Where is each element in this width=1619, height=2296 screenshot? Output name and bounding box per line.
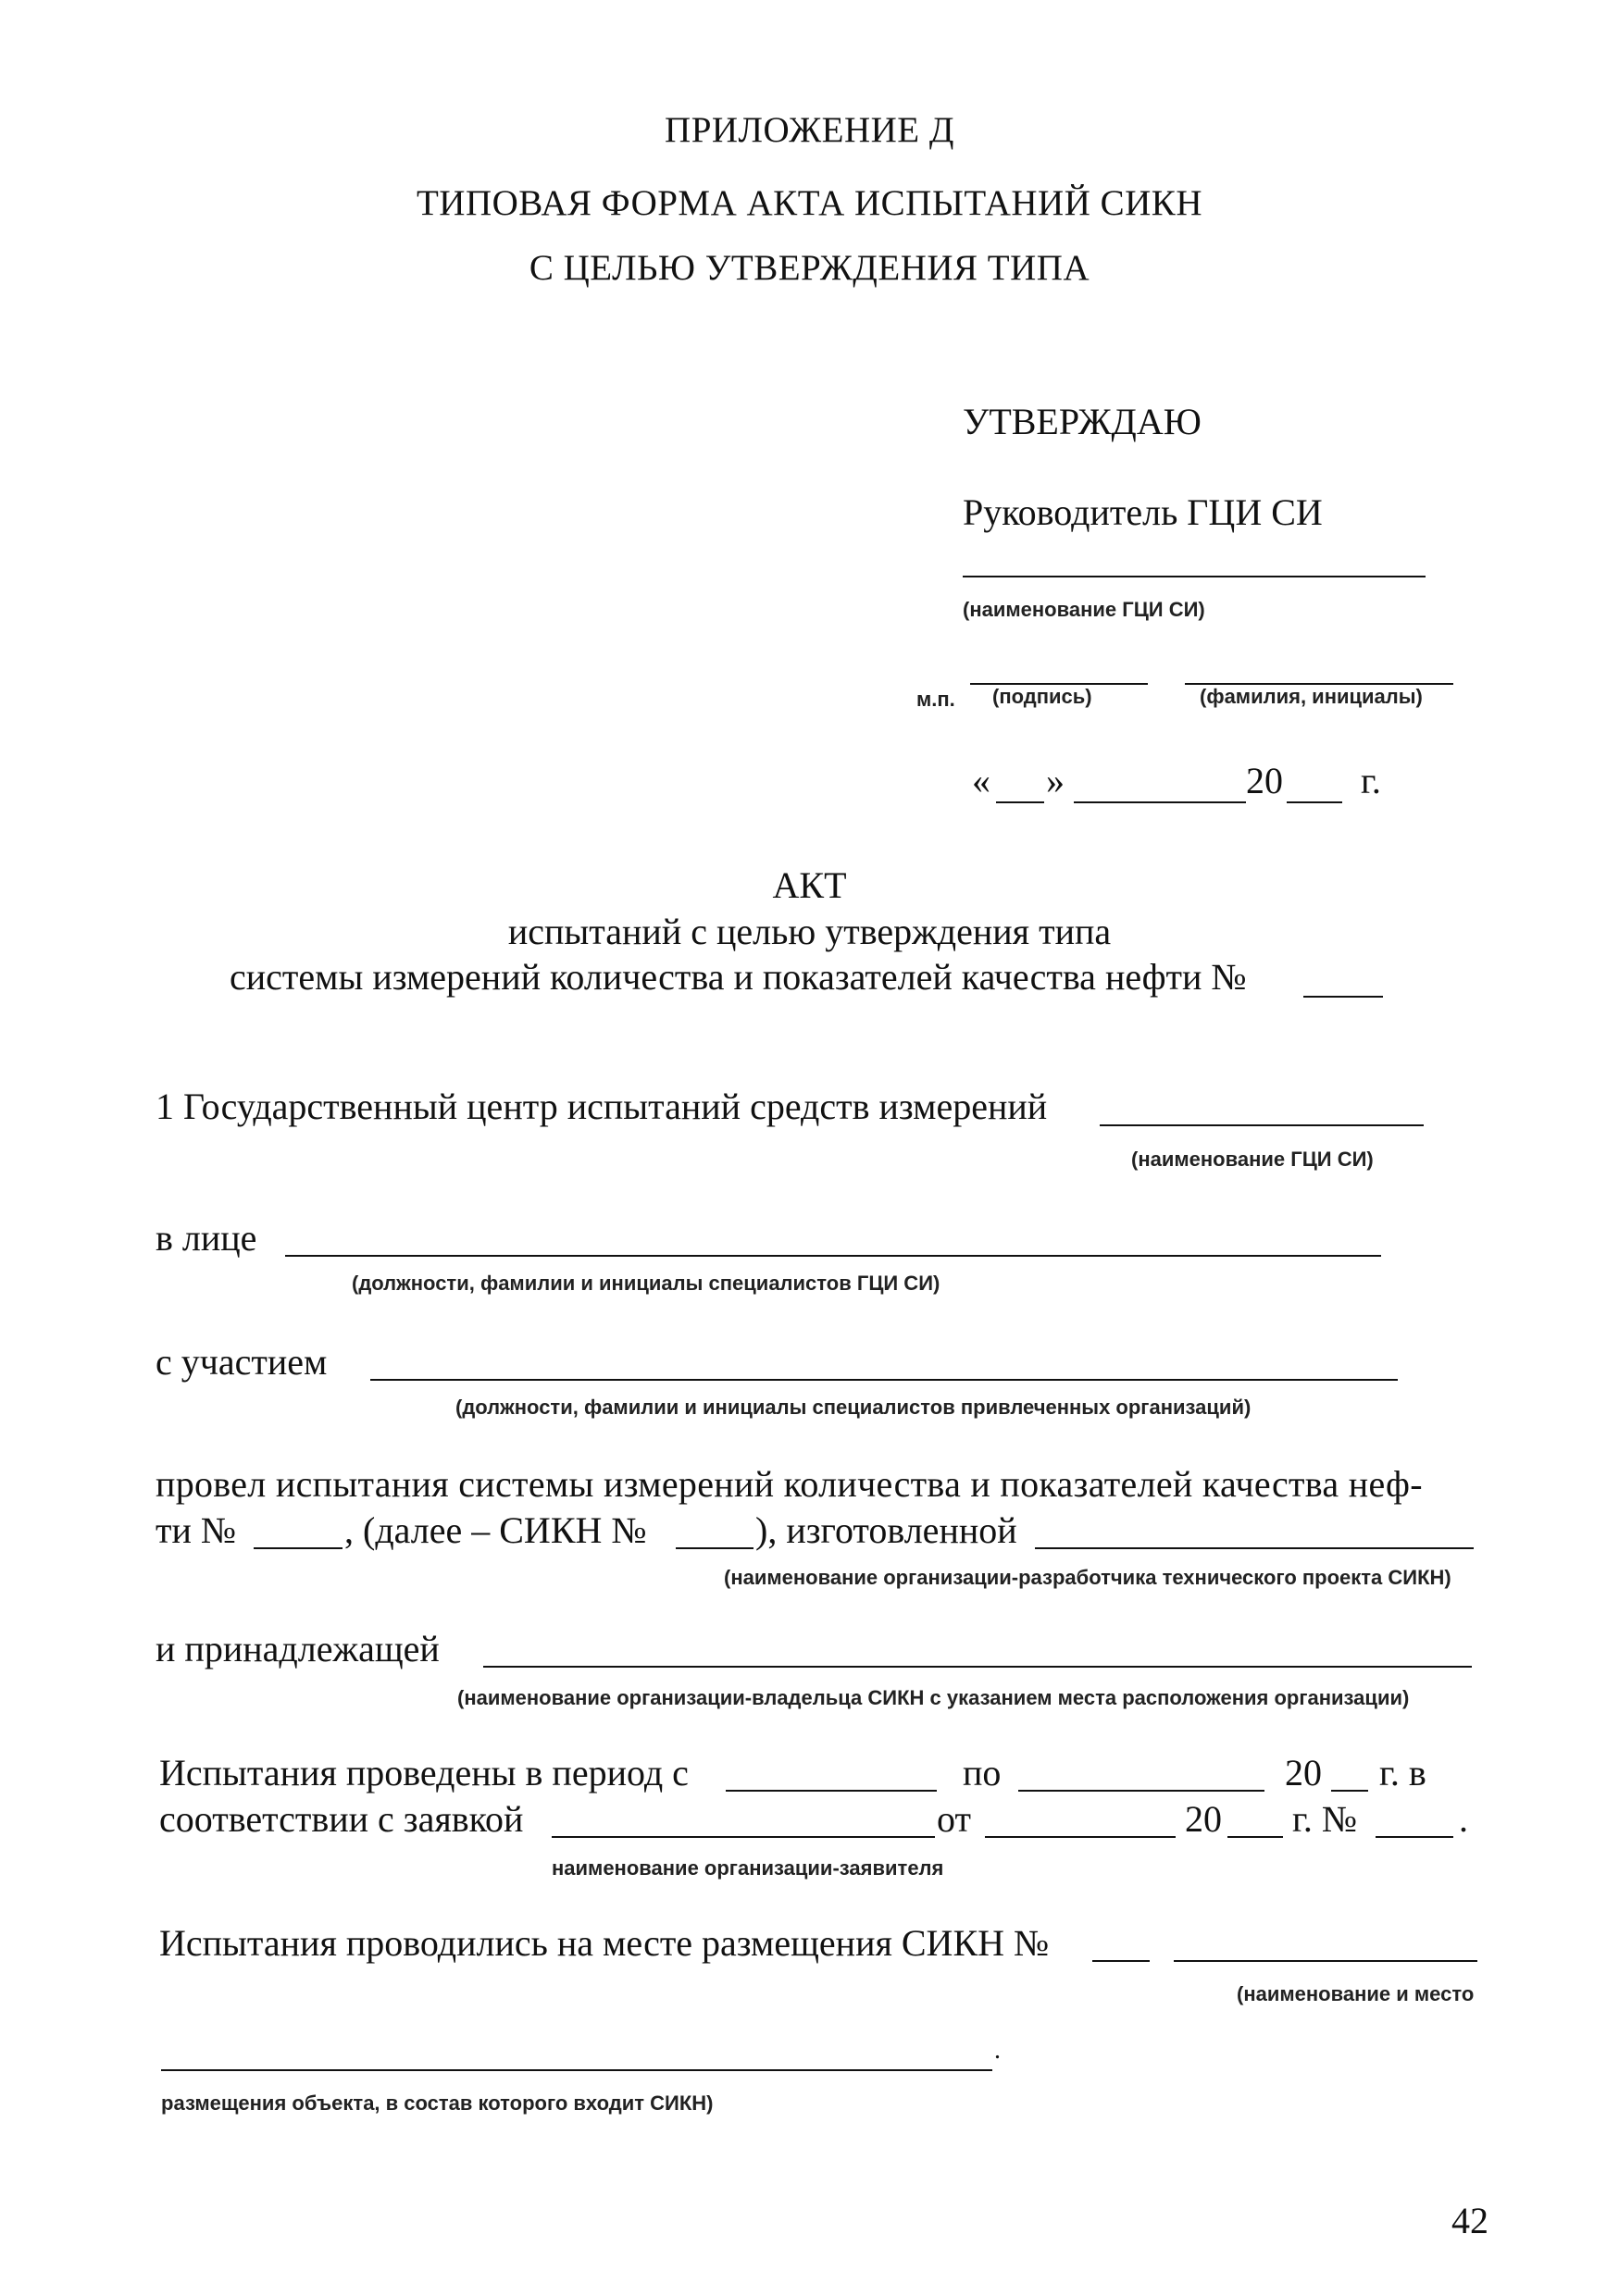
form-title: ТИПОВАЯ ФОРМА АКТА ИСПЫТАНИЙ СИКН (416, 183, 1202, 223)
conducted-end: ), изготовленной (755, 1509, 1017, 1551)
belonging-label: и принадлежащей (156, 1628, 440, 1669)
gci-name-line[interactable] (963, 576, 1426, 577)
conducted-mid: , (далее – СИКН № (344, 1509, 647, 1551)
application-date-field[interactable] (985, 1836, 1176, 1838)
approve-label: УТВЕРЖДАЮ (963, 401, 1202, 442)
conducted-line1: провел испытания системы измерений количества и показателей качества неф- (156, 1463, 1423, 1505)
accordance-20: 20 (1185, 1798, 1222, 1840)
accordance-dot: . (1459, 1798, 1468, 1840)
location-dot: . (994, 2036, 1001, 2065)
in-person-caption: (должности, фамилии и инициалы специалистов ГЦИ СИ) (352, 1272, 940, 1295)
period-po: по (963, 1752, 1002, 1793)
location-name-field[interactable] (1174, 1960, 1477, 1962)
date-day-line[interactable] (996, 801, 1044, 803)
s1-text: 1 Государственный центр испытаний средств измерений (156, 1086, 1048, 1127)
application-year-field[interactable] (1227, 1836, 1283, 1838)
location-caption2: размещения объекта, в состав которого входит СИКН) (161, 2091, 714, 2115)
act-line1: испытаний с целью утверждения типа (507, 911, 1112, 952)
location-caption1: (наименование и место (1237, 1982, 1475, 2005)
location-number-field[interactable] (1092, 1960, 1150, 1962)
surname-caption: (фамилия, инициалы) (1200, 685, 1423, 708)
participation-caption: (должности, фамилии и инициалы специалистов привлеченных организаций) (455, 1396, 1252, 1419)
owner-field[interactable] (483, 1666, 1472, 1668)
location-continuation-field[interactable] (161, 2069, 992, 2071)
head-label: Руководитель ГЦИ СИ (963, 491, 1323, 533)
manufacturer-field[interactable] (1035, 1547, 1474, 1549)
sikn-number-field[interactable] (254, 1547, 342, 1549)
appendix-title: ПРИЛОЖЕНИЕ Д (665, 110, 954, 150)
signature-caption: (подпись) (992, 685, 1092, 708)
sikn-short-number-field[interactable] (676, 1547, 753, 1549)
page-number: 42 (1451, 2200, 1488, 2241)
location-label: Испытания проводились на месте размещения СИКН № (159, 1922, 1050, 1964)
s1-caption: (наименование ГЦИ СИ) (1131, 1148, 1374, 1171)
conducted-ti: ти № (156, 1509, 237, 1551)
period-20: 20 (1285, 1752, 1322, 1793)
owner-caption: (наименование организации-владельца СИКН с указанием места расположения организации) (457, 1686, 1410, 1709)
stamp-mark: м.п. (916, 688, 955, 711)
act-number-line[interactable] (1303, 996, 1383, 998)
accordance-gno: г. № (1292, 1798, 1358, 1840)
period-gv: г. в (1379, 1752, 1426, 1793)
accordance-label: соответствии с заявкой (159, 1798, 524, 1840)
in-person-field[interactable] (285, 1255, 1381, 1257)
act-line2: системы измерений количества и показателей качества нефти № (230, 956, 1247, 998)
date-month-line[interactable] (1074, 801, 1246, 803)
in-person-label: в лице (156, 1217, 257, 1259)
date-year-prefix: 20 (1246, 760, 1283, 801)
date-close-quote: » (1046, 760, 1065, 801)
period-from-field[interactable] (726, 1790, 937, 1792)
date-g: г. (1361, 760, 1381, 801)
period-start: Испытания проведены в период с (159, 1752, 689, 1793)
date-year-line[interactable] (1287, 801, 1342, 803)
period-year-field[interactable] (1331, 1790, 1368, 1792)
period-to-field[interactable] (1018, 1790, 1264, 1792)
act-title: АКТ (772, 864, 847, 906)
applicant-caption: наименование организации-заявителя (552, 1856, 944, 1880)
date-open-quote: « (972, 760, 990, 801)
gci-name-field[interactable] (1100, 1124, 1424, 1126)
participation-field[interactable] (370, 1379, 1398, 1381)
gci-name-caption: (наименование ГЦИ СИ) (963, 598, 1205, 621)
accordance-ot: от (937, 1798, 971, 1840)
form-subtitle: С ЦЕЛЬЮ УТВЕРЖДЕНИЯ ТИПА (529, 248, 1090, 288)
application-field[interactable] (552, 1836, 935, 1838)
participation-label: с участием (156, 1341, 328, 1383)
manufacturer-caption: (наименование организации-разработчика технического проекта СИКН) (724, 1566, 1451, 1589)
application-number-field[interactable] (1376, 1836, 1453, 1838)
